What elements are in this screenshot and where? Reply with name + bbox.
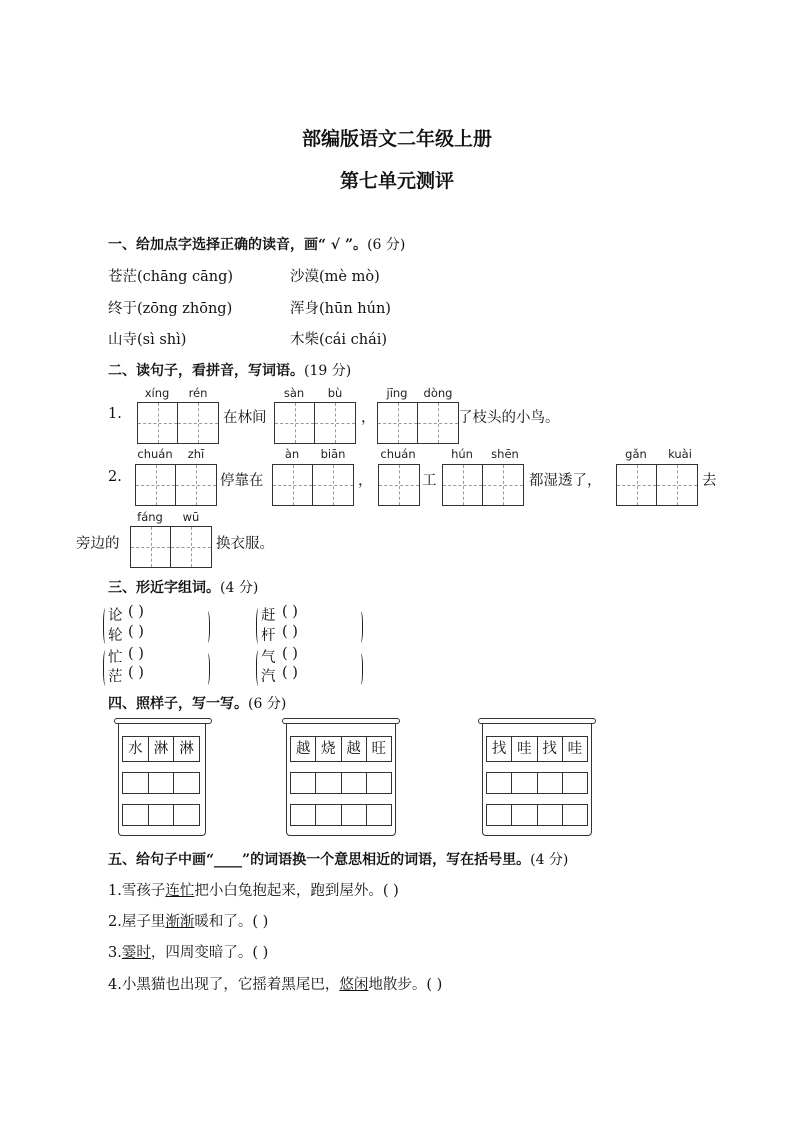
char-item: 气	[261, 650, 276, 666]
section-1-points: (6 分)	[367, 237, 406, 253]
pinyin: sàn	[283, 386, 305, 400]
pinyin-choice-item: 终于(zōng zhōng)	[108, 301, 233, 317]
writing-grid[interactable]	[616, 464, 698, 506]
char-item: 杆	[261, 628, 276, 644]
writing-grid[interactable]	[135, 464, 217, 506]
pinyin: shēn	[491, 447, 519, 461]
writing-grid[interactable]	[377, 402, 459, 444]
synonym-item	[108, 910, 268, 931]
sentence-text: 工	[422, 473, 437, 489]
item-text: 地散步。( )	[368, 977, 443, 993]
section-5-points: (4 分)	[530, 852, 569, 868]
char-item: 茫	[108, 669, 123, 685]
item-text: ，四周变暗了。( )	[150, 945, 269, 961]
underlined-word: 霎时	[121, 945, 151, 961]
answer-paren[interactable]: ( )	[282, 624, 298, 640]
example-pocket	[122, 736, 200, 762]
sentence-text: 旁边的	[76, 536, 120, 552]
section-3-heading-text: 三、形近字组词。	[108, 580, 220, 596]
pinyin: biān	[320, 447, 346, 461]
example-char: 哇	[512, 737, 537, 761]
blank-pocket[interactable]	[122, 772, 200, 794]
char-item: 汽	[261, 669, 276, 685]
writing-grid[interactable]	[272, 464, 354, 506]
example-char: 淋	[179, 741, 194, 757]
example-pocket	[290, 736, 392, 762]
section-4-heading-text: 四、照样子，写一写。	[108, 696, 248, 712]
page-title: 部编版语文二年级上册	[301, 128, 492, 150]
underlined-word: 渐渐	[165, 914, 195, 930]
synonym-item	[108, 941, 268, 962]
blank-pocket[interactable]	[486, 804, 588, 826]
sentence-text: 都湿透了，	[529, 473, 602, 489]
pinyin: gǎn	[625, 447, 647, 461]
question-number: 2.	[108, 469, 122, 485]
pinyin-choice-item: 山寺(sì shì)	[108, 332, 187, 348]
answer-paren[interactable]: ( )	[128, 604, 144, 620]
answer-paren[interactable]: ( )	[282, 665, 298, 681]
example-char: 旺	[371, 741, 387, 757]
sentence-text: ，	[361, 410, 376, 426]
blank-pocket[interactable]	[290, 804, 392, 826]
pocket-chart	[478, 718, 596, 838]
writing-grid[interactable]	[137, 402, 219, 444]
section-1-heading-text: 一、给加点字选择正确的读音，画“ √ ”。	[108, 237, 368, 253]
section-2-heading	[108, 360, 351, 380]
pinyin: jīng	[386, 386, 408, 400]
writing-grid[interactable]	[130, 526, 212, 568]
answer-paren[interactable]: ( )	[128, 646, 144, 662]
item-text: 2.屋子里	[108, 914, 166, 930]
item-text: 1.雪孩子	[108, 883, 166, 899]
right-brace	[357, 653, 363, 685]
pinyin-choice-item: 沙漠(mè mò)	[290, 269, 380, 285]
example-char: 找	[538, 737, 563, 761]
item-text: 暖和了。( )	[194, 914, 269, 930]
example-char: 水	[123, 737, 149, 761]
answer-paren[interactable]: ( )	[128, 665, 144, 681]
item-text: 4.小黑猫也出现了，它摇着黑尾巴，	[108, 977, 340, 993]
section-1-heading	[108, 234, 405, 254]
underlined-word: 连忙	[165, 883, 195, 899]
sentence-text: 了枝头的小鸟。	[458, 410, 560, 426]
pinyin: wū	[182, 510, 200, 524]
section-3-heading	[108, 577, 258, 597]
section-4-heading	[108, 693, 286, 713]
answer-paren[interactable]: ( )	[282, 646, 298, 662]
pinyin: xíng	[144, 386, 170, 400]
char-item: 论	[108, 608, 123, 624]
blank-pocket[interactable]	[290, 772, 392, 794]
example-char: 越	[291, 737, 316, 761]
sentence-text: ，	[358, 473, 373, 489]
writing-grid[interactable]	[274, 402, 356, 444]
sentence-text: 换衣服。	[216, 536, 274, 552]
pinyin: chuán	[137, 447, 173, 461]
pinyin: fáng	[137, 510, 163, 524]
right-brace	[357, 611, 363, 643]
section-2-points: (19 分)	[304, 363, 352, 379]
blank-pocket[interactable]	[486, 772, 588, 794]
pinyin-choice-item: 苍茫(chāng cāng)	[108, 269, 234, 285]
question-number: 1.	[108, 406, 122, 422]
example-char: 找	[487, 737, 512, 761]
char-item: 赶	[261, 608, 276, 624]
section-5-heading	[108, 849, 568, 869]
chart-cloth	[286, 724, 396, 836]
sentence-text: 去	[702, 473, 717, 489]
answer-paren[interactable]: ( )	[282, 604, 298, 620]
pocket-chart	[282, 718, 400, 838]
pinyin: àn	[284, 447, 300, 461]
pinyin: kuài	[668, 447, 692, 461]
example-char: 越	[342, 737, 367, 761]
pocket-chart	[114, 718, 212, 838]
section-5-heading-text: 五、给句子中画“____”的词语换一个意思相近的词语，写在括号里。	[108, 852, 531, 868]
chart-cloth	[118, 724, 206, 836]
writing-grid[interactable]	[442, 464, 524, 506]
char-item: 忙	[108, 650, 123, 666]
synonym-item	[108, 973, 442, 994]
example-char: 烧	[316, 737, 341, 761]
pinyin: rén	[188, 386, 208, 400]
underlined-word: 悠闲	[339, 977, 369, 993]
sentence-text: 在林间	[223, 410, 267, 426]
pinyin: zhī	[187, 447, 205, 461]
blank-pocket[interactable]	[122, 804, 200, 826]
item-text: 把小白兔抱起来，跑到屋外。( )	[194, 883, 399, 899]
example-char: 淋	[149, 737, 175, 761]
synonym-item	[108, 879, 399, 900]
pinyin: dòng	[423, 386, 453, 400]
pinyin: chuán	[380, 447, 416, 461]
pinyin-choice-item: 木柴(cái chái)	[290, 332, 388, 348]
sentence-text: 停靠在	[220, 473, 264, 489]
example-pocket	[486, 736, 588, 762]
writing-grid[interactable]	[378, 464, 420, 506]
right-brace	[204, 611, 210, 643]
item-text: 3.	[108, 945, 122, 961]
pinyin-choice-item: 浑身(hūn hún)	[290, 301, 391, 317]
right-brace	[204, 653, 210, 685]
section-4-points: (6 分)	[248, 696, 287, 712]
pinyin: hún	[451, 447, 473, 461]
pinyin: bù	[327, 386, 343, 400]
char-item: 轮	[108, 628, 123, 644]
answer-paren[interactable]: ( )	[128, 624, 144, 640]
section-2-heading-text: 二、读句子，看拼音，写词语。	[108, 363, 304, 379]
example-char: 哇	[567, 741, 583, 757]
chart-cloth	[482, 724, 592, 836]
section-3-points: (4 分)	[220, 580, 259, 596]
page-subtitle: 第七单元测评	[339, 170, 454, 192]
